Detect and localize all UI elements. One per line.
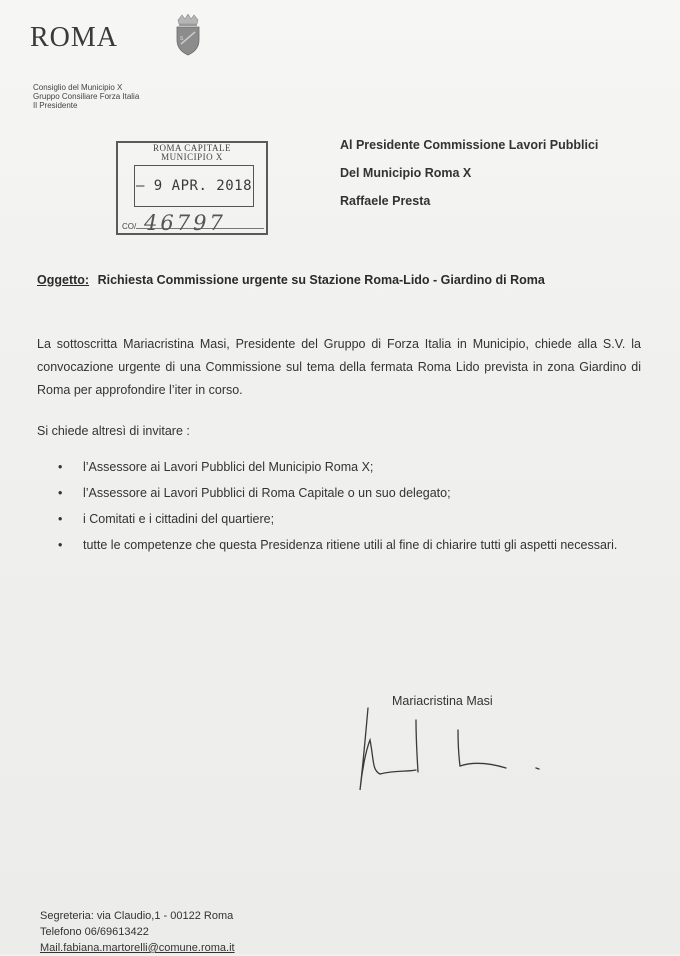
sender-role: Il Presidente [33, 101, 78, 110]
subject-text: Richiesta Commissione urgente su Stazione Roma-Lido - Giardino di Roma [97, 273, 545, 287]
stamp-heading [118, 144, 266, 162]
sender-block [33, 83, 139, 110]
stamp-date-box [134, 165, 254, 207]
list-item: • l’Assessore ai Lavori Pubblici di Roma Capitale o un suo delegato; [58, 482, 643, 505]
recipient-municipio: Del Municipio Roma X [340, 166, 472, 180]
bullet-icon: • [58, 538, 63, 552]
signer-name: Mariacristina Masi [392, 694, 493, 708]
roma-crest-icon [172, 14, 204, 56]
subject-line [37, 273, 545, 287]
svg-text:S: S [180, 36, 184, 42]
stamp-prefix: CO/ [122, 222, 137, 231]
stamp-heading-municipio: MUNICIPIO X [161, 152, 223, 162]
list-item: • tutte le competenze che questa Presidenza ritiene utili al fine di chiarire tutti gli aspetti necessari. [58, 534, 643, 557]
footer-phone: Telefono 06/69613422 [40, 926, 149, 938]
footer-block [40, 908, 235, 956]
stamp-date: – 9 APR. 2018 [135, 178, 253, 194]
bullet-icon: • [58, 460, 63, 474]
footer-address: Segreteria: via Claudio,1 - 00122 Roma [40, 910, 234, 922]
invite-request-line: Si chiede altresì di invitare : [37, 424, 190, 438]
recipient-name: Raffaele Presta [340, 194, 431, 208]
bullet-icon: • [58, 486, 63, 500]
subject-label: Oggetto: [37, 273, 90, 287]
protocol-stamp [116, 141, 268, 235]
bullet-icon: • [58, 512, 63, 526]
recipient-title: Al Presidente Commissione Lavori Pubblici [340, 138, 599, 152]
stamp-protocol-number: 46797 [144, 211, 226, 235]
body-paragraph: La sottoscritta Mariacristina Masi, Presidente del Gruppo di Forza Italia in Municipio, chiede alla S.V. la convocazione urgente di una Commissione sul tema della fermata Roma Lido prevista in zona Giardino di Roma per approfondire l’iter in corso. [37, 337, 641, 397]
sender-group: Gruppo Consiliare Forza Italia [33, 92, 140, 101]
handwritten-signature [346, 700, 556, 800]
invitee-list [58, 456, 643, 560]
list-item: • l’Assessore ai Lavori Pubblici del Municipio Roma X; [58, 456, 643, 479]
stamp-heading-roma-capitale: ROMA CAPITALE [152, 143, 232, 153]
roma-logo-text: ROMA [30, 22, 119, 53]
sender-council: Consiglio del Municipio X [33, 83, 123, 92]
list-item: • i Comitati e i cittadini del quartiere; [58, 508, 643, 531]
footer-mail-link[interactable]: Mail.fabiana.martorelli@comune.roma.it [40, 942, 235, 954]
recipient-block [340, 131, 598, 215]
